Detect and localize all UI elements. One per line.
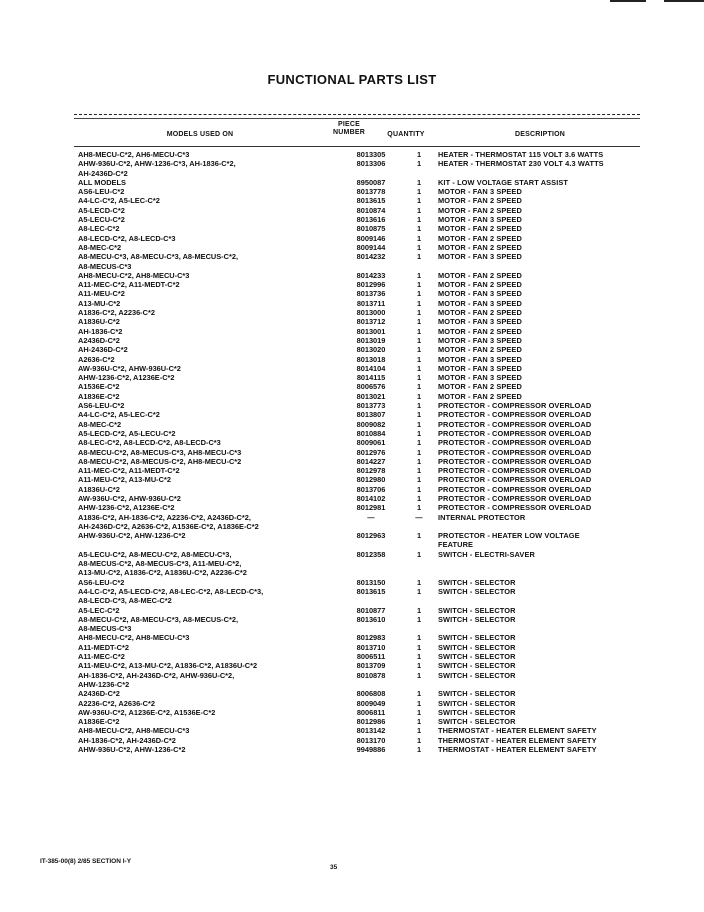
- footer-document-code: IT-385-00(8) 2/85 SECTION I-Y: [40, 858, 132, 865]
- piece-number-cell: 8014115: [356, 373, 386, 383]
- table-row: [0, 717, 704, 726]
- piece-number-cell: 8012983: [356, 633, 386, 643]
- piece-number-cell: 8013615: [356, 196, 386, 206]
- table-row: [0, 299, 704, 308]
- column-header-description: DESCRIPTION: [514, 131, 566, 138]
- models-cell: AHW-936U-C*2, AHW-1236-C*2: [78, 745, 186, 754]
- table-row: [0, 606, 704, 615]
- piece-number-cell: 8012986: [356, 717, 386, 727]
- quantity-cell: 1: [416, 159, 422, 169]
- piece-number-cell: 9949886: [356, 745, 386, 754]
- table-row: [0, 513, 704, 532]
- table-row: [0, 466, 704, 475]
- quantity-cell: 1: [416, 586, 422, 596]
- piece-number-cell: 8012963: [356, 531, 386, 541]
- piece-number-cell: 8006511: [356, 652, 386, 662]
- description-cell: SWITCH - SELECTOR: [438, 642, 516, 652]
- models-cell: ALL MODELS: [78, 177, 126, 187]
- table-row: [0, 661, 704, 670]
- table-row: [0, 587, 704, 606]
- table-row: [0, 187, 704, 196]
- description-cell: MOTOR - FAN 3 SPEED: [438, 363, 522, 373]
- description-cell: SWITCH - SELECTOR: [438, 605, 516, 615]
- quantity-cell: 1: [416, 224, 422, 234]
- description-cell: PROTECTOR - COMPRESSOR OVERLOAD: [438, 401, 592, 411]
- models-cell: A2436D-C*2: [78, 689, 120, 699]
- description-cell: HEATER - THERMOSTAT 115 VOLT 3.6 WATTS: [438, 150, 604, 159]
- models-cell: AS6-LEU-C*2: [78, 187, 125, 197]
- models-cell: A11-MEC-C*2, A11-MEDT-C*2: [78, 280, 180, 290]
- models-cell: A8-LEC-C*2, A8-LECD-C*2, A8-LECD-C*3: [78, 438, 221, 448]
- quantity-cell: 1: [416, 317, 422, 327]
- description-cell: SWITCH - ELECTRI-SAVER: [438, 549, 535, 559]
- piece-number-cell: 8012978: [356, 466, 386, 476]
- description-cell: PROTECTOR - COMPRESSOR OVERLOAD: [438, 493, 592, 503]
- table-row: [0, 196, 704, 205]
- piece-number-cell: 8950087: [356, 177, 386, 187]
- models-cell: AHW-1236-C*2, A1236E-C*2: [78, 503, 175, 513]
- quantity-cell: 1: [416, 484, 422, 494]
- description-cell: PROTECTOR - COMPRESSOR OVERLOAD: [438, 428, 592, 438]
- quantity-cell: 1: [416, 354, 422, 364]
- models-cell: A1836U-C*2: [78, 484, 120, 494]
- column-header-piece-number-text: PIECE NUMBER: [333, 121, 365, 136]
- quantity-cell: 1: [416, 428, 422, 438]
- piece-number-cell: 8014104: [356, 363, 386, 373]
- quantity-cell: 1: [416, 735, 422, 745]
- piece-number-cell: 8013616: [356, 215, 386, 225]
- quantity-cell: 1: [416, 456, 422, 466]
- models-cell: AH8-MECU-C*2, AH6-MECU-C*3: [78, 150, 190, 159]
- description-cell: PROTECTOR - COMPRESSOR OVERLOAD: [438, 456, 592, 466]
- models-cell: A2636-C*2: [78, 354, 115, 364]
- description-cell: SWITCH - SELECTOR: [438, 670, 516, 680]
- models-cell: A2436D-C*2: [78, 335, 120, 345]
- quantity-cell: 1: [416, 150, 422, 159]
- header-rule-dashed: [74, 114, 640, 115]
- models-cell: AHW-1236-C*2, A1236E-C*2: [78, 373, 175, 383]
- table-row: [0, 317, 704, 326]
- table-row: [0, 420, 704, 429]
- models-cell: A5-LECD-C*2: [78, 205, 125, 215]
- piece-number-cell: 8013711: [356, 298, 386, 308]
- models-cell: AH8-MECU-C*2, AH8-MECU-C*3: [78, 270, 190, 280]
- description-cell: MOTOR - FAN 2 SPEED: [438, 280, 522, 290]
- description-cell: SWITCH - SELECTOR: [438, 661, 516, 671]
- models-cell: A5-LECU-C*2, A8-MECU-C*2, A8-MECU-C*3, A8-MECUS-C*2, A8-MECUS-C*3, A11-MEU-C*2, A13-MU-C*2, A1836-C*2, A1836U-C*2, A2236-C*2: [78, 549, 247, 578]
- quantity-cell: 1: [416, 447, 422, 457]
- description-cell: PROTECTOR - COMPRESSOR OVERLOAD: [438, 419, 592, 429]
- description-cell: INTERNAL PROTECTOR: [438, 512, 526, 522]
- table-row: [0, 485, 704, 494]
- table-row: [0, 689, 704, 698]
- top-edge-mark: [664, 0, 704, 2]
- models-cell: A4-LC-C*2, A5-LECD-C*2, A8-LEC-C*2, A8-LECD-C*3, A8-LECD-C*3, A8-MEC-C*2: [78, 586, 264, 606]
- description-cell: PROTECTOR - COMPRESSOR OVERLOAD: [438, 447, 592, 457]
- description-cell: SWITCH - SELECTOR: [438, 586, 516, 596]
- piece-number-cell: 8014232: [356, 252, 386, 262]
- description-cell: MOTOR - FAN 3 SPEED: [438, 252, 522, 262]
- quantity-cell: 1: [416, 689, 422, 699]
- models-cell: AH8-MECU-C*2, AH8-MECU-C*3: [78, 726, 190, 736]
- quantity-cell: 1: [416, 466, 422, 476]
- table-row: [0, 373, 704, 382]
- description-cell: SWITCH - SELECTOR: [438, 717, 516, 727]
- column-header-models: MODELS USED ON: [166, 131, 234, 138]
- piece-number-cell: 8013709: [356, 661, 386, 671]
- quantity-cell: 1: [416, 326, 422, 336]
- quantity-cell: 1: [416, 308, 422, 318]
- models-cell: A8-MECU-C*2, A8-MECUS-C*2, AH8-MECU-C*2: [78, 456, 242, 466]
- table-row: [0, 448, 704, 457]
- description-cell: PROTECTOR - HEATER LOW VOLTAGE FEATURE: [438, 531, 580, 550]
- piece-number-cell: 8010875: [356, 224, 386, 234]
- table-row: [0, 150, 704, 159]
- description-cell: KIT - LOW VOLTAGE START ASSIST: [438, 177, 568, 187]
- models-cell: A5-LECU-C*2: [78, 215, 125, 225]
- quantity-cell: 1: [416, 503, 422, 513]
- table-row: [0, 401, 704, 410]
- quantity-cell: 1: [416, 745, 422, 754]
- description-cell: PROTECTOR - COMPRESSOR OVERLOAD: [438, 466, 592, 476]
- quantity-cell: 1: [416, 633, 422, 643]
- table-row: [0, 494, 704, 503]
- table-row: [0, 550, 704, 578]
- piece-number-cell: 8010878: [356, 670, 386, 680]
- description-cell: MOTOR - FAN 3 SPEED: [438, 289, 522, 299]
- description-cell: MOTOR - FAN 2 SPEED: [438, 196, 522, 206]
- models-cell: A13-MU-C*2: [78, 298, 121, 308]
- quantity-cell: 1: [416, 670, 422, 680]
- table-row: [0, 652, 704, 661]
- piece-number-cell: 8013019: [356, 335, 386, 345]
- models-cell: A8-LEC-C*2: [78, 224, 120, 234]
- models-cell: AS6-LEU-C*2: [78, 401, 125, 411]
- piece-number-cell: 8013615: [356, 586, 386, 596]
- quantity-cell: 1: [416, 289, 422, 299]
- piece-number-cell: 8013306: [356, 159, 386, 169]
- quantity-cell: —: [415, 512, 423, 522]
- quantity-cell: 1: [416, 382, 422, 392]
- quantity-cell: 1: [416, 707, 422, 717]
- header-rule-top: [74, 118, 640, 119]
- piece-number-cell: 8013018: [356, 354, 386, 364]
- models-cell: A8-MEC-C*2: [78, 419, 122, 429]
- quantity-cell: 1: [416, 373, 422, 383]
- models-cell: A1836-C*2, A2236-C*2: [78, 308, 155, 318]
- piece-number-cell: 8012996: [356, 280, 386, 290]
- header-rule-bottom: [74, 146, 640, 147]
- models-cell: A1836E-C*2: [78, 391, 120, 401]
- piece-number-cell: 8013610: [356, 614, 386, 624]
- piece-number-cell: 8009146: [356, 233, 386, 243]
- quantity-cell: 1: [416, 215, 422, 225]
- description-cell: PROTECTOR - COMPRESSOR OVERLOAD: [438, 484, 592, 494]
- description-cell: MOTOR - FAN 3 SPEED: [438, 335, 522, 345]
- models-cell: AH-1836-C*2, AH-2436D-C*2, AHW-936U-C*2, AHW-1236-C*2: [78, 670, 235, 689]
- piece-number-cell: 8013305: [356, 150, 386, 159]
- description-cell: MOTOR - FAN 3 SPEED: [438, 187, 522, 197]
- description-cell: SWITCH - SELECTOR: [438, 633, 516, 643]
- piece-number-cell: 8014102: [356, 493, 386, 503]
- piece-number-cell: 8013710: [356, 642, 386, 652]
- models-cell: A1836-C*2, AH-1836-C*2, A2236-C*2, A2436D-C*2, AH-2436D-C*2, A2636-C*2, A1536E-C*2, A1836E-C*2: [78, 512, 259, 531]
- models-cell: AS6-LEU-C*2: [78, 577, 125, 587]
- table-row: [0, 699, 704, 708]
- table-row: [0, 345, 704, 354]
- piece-number-cell: 8010877: [356, 605, 386, 615]
- quantity-cell: 1: [416, 698, 422, 708]
- description-cell: MOTOR - FAN 2 SPEED: [438, 345, 522, 355]
- table-row: [0, 382, 704, 391]
- models-cell: A11-MEU-C*2, A13-MU-C*2: [78, 475, 171, 485]
- models-cell: AW-936U-C*2, A1236E-C*2, A1536E-C*2: [78, 707, 216, 717]
- description-cell: THERMOSTAT - HEATER ELEMENT SAFETY: [438, 745, 597, 754]
- description-cell: SWITCH - SELECTOR: [438, 689, 516, 699]
- piece-number-cell: 8013000: [356, 308, 386, 318]
- table-row: [0, 336, 704, 345]
- description-cell: MOTOR - FAN 2 SPEED: [438, 233, 522, 243]
- piece-number-cell: 8013150: [356, 577, 386, 587]
- piece-number-cell: 8013807: [356, 410, 386, 420]
- table-row: [0, 308, 704, 317]
- table-row: [0, 410, 704, 419]
- quantity-cell: 1: [416, 196, 422, 206]
- quantity-cell: 1: [416, 726, 422, 736]
- piece-number-cell: 8012981: [356, 503, 386, 513]
- piece-number-cell: 8012976: [356, 447, 386, 457]
- quantity-cell: 1: [416, 391, 422, 401]
- models-cell: AH8-MECU-C*2, AH8-MECU-C*3: [78, 633, 190, 643]
- quantity-cell: 1: [416, 345, 422, 355]
- description-cell: MOTOR - FAN 2 SPEED: [438, 205, 522, 215]
- table-row: [0, 429, 704, 438]
- models-cell: A8-LECD-C*2, A8-LECD-C*3: [78, 233, 176, 243]
- piece-number-cell: 8013778: [356, 187, 386, 197]
- top-edge-mark: [610, 0, 646, 2]
- models-cell: A11-MEDT-C*2: [78, 642, 129, 652]
- models-cell: AHW-936U-C*2, AHW-1236-C*2: [78, 531, 186, 541]
- description-cell: PROTECTOR - COMPRESSOR OVERLOAD: [438, 503, 592, 513]
- models-cell: AW-936U-C*2, AHW-936U-C*2: [78, 363, 181, 373]
- quantity-cell: 1: [416, 363, 422, 373]
- quantity-cell: 1: [416, 270, 422, 280]
- description-cell: MOTOR - FAN 2 SPEED: [438, 326, 522, 336]
- models-cell: A4-LC-C*2, A5-LEC-C*2: [78, 410, 160, 420]
- table-row: [0, 671, 704, 690]
- table-row: [0, 475, 704, 484]
- piece-number-cell: 8013001: [356, 326, 386, 336]
- models-cell: A1536E-C*2: [78, 382, 120, 392]
- table-row: [0, 252, 704, 271]
- description-cell: SWITCH - SELECTOR: [438, 698, 516, 708]
- piece-number-cell: 8013706: [356, 484, 386, 494]
- models-cell: A8-MECU-C*2, A8-MECU-C*3, A8-MECUS-C*2, A8-MECUS-C*3: [78, 614, 239, 634]
- quantity-cell: 1: [416, 577, 422, 587]
- models-cell: AW-936U-C*2, AHW-936U-C*2: [78, 493, 181, 503]
- description-cell: MOTOR - FAN 2 SPEED: [438, 270, 522, 280]
- quantity-cell: 1: [416, 242, 422, 252]
- models-cell: A5-LECD-C*2, A5-LECU-C*2: [78, 428, 176, 438]
- quantity-cell: 1: [416, 475, 422, 485]
- table-row: [0, 327, 704, 336]
- description-cell: MOTOR - FAN 2 SPEED: [438, 242, 522, 252]
- table-row: [0, 392, 704, 401]
- page-title: FUNCTIONAL PARTS LIST: [267, 72, 437, 87]
- quantity-cell: 1: [416, 614, 422, 624]
- quantity-cell: 1: [416, 401, 422, 411]
- piece-number-cell: 8014233: [356, 270, 386, 280]
- column-header-quantity: QUANTITY: [387, 131, 425, 138]
- models-cell: A4-LC-C*2, A5-LEC-C*2: [78, 196, 160, 206]
- table-row: [0, 243, 704, 252]
- piece-number-cell: 8009144: [356, 242, 386, 252]
- description-cell: MOTOR - FAN 2 SPEED: [438, 308, 522, 318]
- table-row: [0, 234, 704, 243]
- quantity-cell: 1: [416, 335, 422, 345]
- description-cell: MOTOR - FAN 3 SPEED: [438, 298, 522, 308]
- table-row: [0, 280, 704, 289]
- quantity-cell: 1: [416, 652, 422, 662]
- description-cell: SWITCH - SELECTOR: [438, 577, 516, 587]
- description-cell: PROTECTOR - COMPRESSOR OVERLOAD: [438, 410, 592, 420]
- models-cell: AH-2436D-C*2: [78, 345, 128, 355]
- table-row: [0, 708, 704, 717]
- table-row: [0, 615, 704, 634]
- description-cell: MOTOR - FAN 2 SPEED: [438, 391, 522, 401]
- models-cell: A11-MEU-C*2: [78, 289, 125, 299]
- models-cell: A8-MECU-C*2, A8-MECUS-C*3, AH8-MECU-C*3: [78, 447, 242, 457]
- description-cell: MOTOR - FAN 3 SPEED: [438, 215, 522, 225]
- quantity-cell: 1: [416, 410, 422, 420]
- table-row: [0, 289, 704, 298]
- table-row: [0, 736, 704, 745]
- description-cell: PROTECTOR - COMPRESSOR OVERLOAD: [438, 438, 592, 448]
- table-row: [0, 531, 704, 550]
- table-row: [0, 224, 704, 233]
- quantity-cell: 1: [416, 661, 422, 671]
- table-row: [0, 438, 704, 447]
- models-cell: A11-MEU-C*2, A13-MU-C*2, A1836-C*2, A1836U-C*2: [78, 661, 258, 671]
- description-cell: SWITCH - SELECTOR: [438, 614, 516, 624]
- table-row: [0, 206, 704, 215]
- description-cell: MOTOR - FAN 3 SPEED: [438, 373, 522, 383]
- quantity-cell: 1: [416, 252, 422, 262]
- piece-number-cell: 8013712: [356, 317, 386, 327]
- models-cell: A1836U-C*2: [78, 317, 120, 327]
- piece-number-cell: 8013736: [356, 289, 386, 299]
- description-cell: THERMOSTAT - HEATER ELEMENT SAFETY: [438, 726, 597, 736]
- description-cell: PROTECTOR - COMPRESSOR OVERLOAD: [438, 475, 592, 485]
- footer-page-number: 35: [330, 864, 338, 871]
- models-cell: AHW-936U-C*2, AHW-1236-C*3, AH-1836-C*2, AH-2436D-C*2: [78, 159, 236, 178]
- quantity-cell: 1: [416, 717, 422, 727]
- table-row: [0, 745, 704, 754]
- piece-number-cell: 8009082: [356, 419, 386, 429]
- table-row: [0, 457, 704, 466]
- quantity-cell: 1: [416, 419, 422, 429]
- piece-number-cell: 8006576: [356, 382, 386, 392]
- quantity-cell: 1: [416, 233, 422, 243]
- table-row: [0, 633, 704, 642]
- table-row: [0, 178, 704, 187]
- description-cell: MOTOR - FAN 3 SPEED: [438, 317, 522, 327]
- quantity-cell: 1: [416, 642, 422, 652]
- description-cell: SWITCH - SELECTOR: [438, 652, 516, 662]
- table-row: [0, 364, 704, 373]
- models-cell: A11-MEC-C*2, A11-MEDT-C*2: [78, 466, 180, 476]
- description-cell: SWITCH - SELECTOR: [438, 707, 516, 717]
- models-cell: A2236-C*2, A2636-C*2: [78, 698, 155, 708]
- piece-number-cell: 8006808: [356, 689, 386, 699]
- piece-number-cell: 8013170: [356, 735, 386, 745]
- piece-number-cell: 8013773: [356, 401, 386, 411]
- description-cell: MOTOR - FAN 2 SPEED: [438, 224, 522, 234]
- table-row: [0, 643, 704, 652]
- models-cell: A5-LEC-C*2: [78, 605, 120, 615]
- description-cell: THERMOSTAT - HEATER ELEMENT SAFETY: [438, 735, 597, 745]
- quantity-cell: 1: [416, 438, 422, 448]
- table-row: [0, 726, 704, 735]
- piece-number-cell: 8013021: [356, 391, 386, 401]
- quantity-cell: 1: [416, 531, 422, 541]
- description-cell: MOTOR - FAN 2 SPEED: [438, 382, 522, 392]
- quantity-cell: 1: [416, 549, 422, 559]
- piece-number-cell: 8010884: [356, 428, 386, 438]
- piece-number-cell: 8006811: [356, 707, 386, 717]
- models-cell: AH-1836-C*2: [78, 326, 123, 336]
- quantity-cell: 1: [416, 177, 422, 187]
- models-cell: A8-MECU-C*3, A8-MECU-C*3, A8-MECUS-C*2, A8-MECUS-C*3: [78, 252, 239, 271]
- models-cell: AH-1836-C*2, AH-2436D-C*2: [78, 735, 176, 745]
- piece-number-cell: 8012980: [356, 475, 386, 485]
- piece-number-cell: 8014227: [356, 456, 386, 466]
- piece-number-cell: 8009061: [356, 438, 386, 448]
- table-row: [0, 503, 704, 512]
- piece-number-cell: 8009049: [356, 698, 386, 708]
- table-row: [0, 159, 704, 178]
- piece-number-cell: 8012358: [356, 549, 386, 559]
- quantity-cell: 1: [416, 298, 422, 308]
- table-row: [0, 215, 704, 224]
- table-row: [0, 578, 704, 587]
- piece-number-cell: 8010874: [356, 205, 386, 215]
- column-header-piece-number: [318, 121, 380, 137]
- description-cell: MOTOR - FAN 3 SPEED: [438, 354, 522, 364]
- table-row: [0, 355, 704, 364]
- models-cell: A11-MEC-C*2: [78, 652, 125, 662]
- piece-number-cell: —: [367, 512, 375, 522]
- piece-number-cell: 8013020: [356, 345, 386, 355]
- description-cell: HEATER - THERMOSTAT 230 VOLT 4.3 WATTS: [438, 159, 604, 169]
- quantity-cell: 1: [416, 605, 422, 615]
- table-row: [0, 271, 704, 280]
- quantity-cell: 1: [416, 493, 422, 503]
- parts-table-body: [0, 150, 704, 754]
- quantity-cell: 1: [416, 205, 422, 215]
- quantity-cell: 1: [416, 187, 422, 197]
- models-cell: A8-MEC-C*2: [78, 242, 122, 252]
- quantity-cell: 1: [416, 280, 422, 290]
- piece-number-cell: 8013142: [356, 726, 386, 736]
- models-cell: A1836E-C*2: [78, 717, 120, 727]
